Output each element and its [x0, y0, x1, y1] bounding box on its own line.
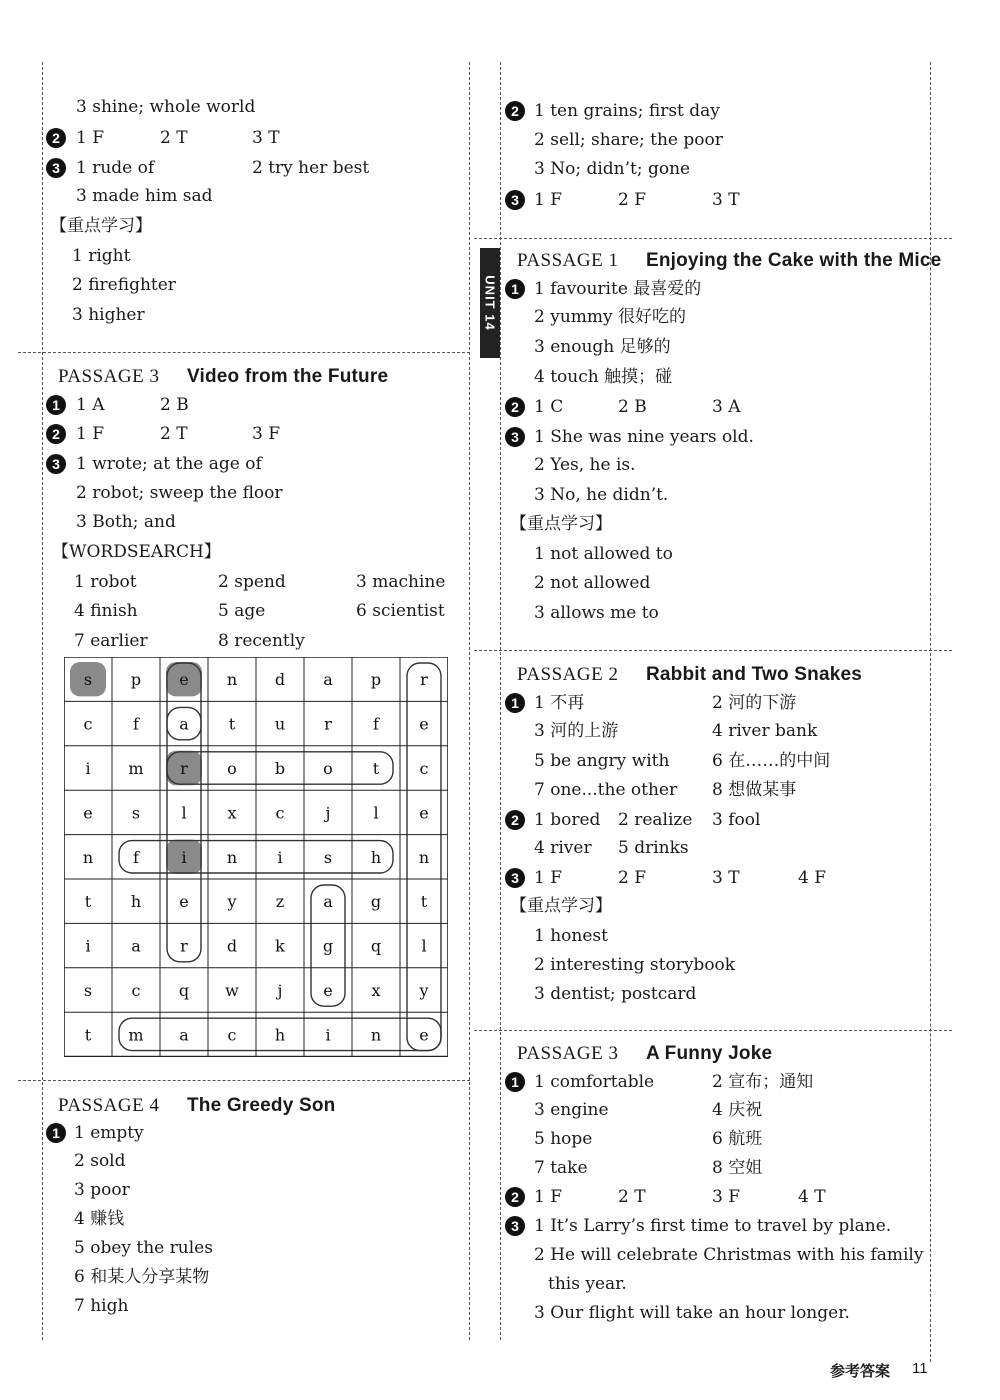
grid-letter: h — [370, 847, 382, 867]
answer-item: 1 favourite 最喜爱的 — [534, 279, 702, 299]
answer-item: 2 robot; sweep the floor — [76, 483, 283, 503]
grid-letter: r — [180, 759, 188, 778]
passage-name: The Greedy Son — [186, 1095, 336, 1116]
grid-letter: r — [420, 670, 428, 690]
answer-item: 8 想做某事 — [712, 780, 797, 800]
grid-letter: n — [82, 847, 94, 867]
answer-item: 2 sold — [74, 1151, 126, 1171]
answer-item: 3 poor — [74, 1180, 130, 1200]
page-number: 11 — [912, 1360, 928, 1377]
answer-item: 3 T — [252, 128, 280, 148]
answer-item: 1 C — [534, 397, 564, 417]
number-1-marker: 1 — [46, 395, 66, 415]
passage-title — [58, 366, 388, 388]
grid-letter: f — [133, 847, 139, 867]
grid-letter: t — [84, 1025, 92, 1045]
grid-letter: n — [370, 1025, 382, 1045]
answer-item: 3 T — [712, 190, 740, 210]
answer-item: 1 bored — [534, 810, 601, 830]
answer-item: 4 river — [534, 838, 592, 858]
grid-letter: c — [227, 1025, 237, 1045]
answer-item: 1 ten grains; first day — [534, 101, 720, 121]
answer-item: 2 河的下游 — [712, 693, 797, 713]
focus-item: 2 not allowed — [534, 573, 651, 593]
answer-item: 1 It’s Larry’s first time to travel by plane. — [534, 1216, 892, 1236]
grid-letter: j — [325, 803, 331, 823]
answer-item: 5 hope — [534, 1129, 593, 1149]
number-2-marker: 2 — [505, 397, 525, 417]
answer-item: 1 F — [76, 424, 105, 444]
divider-right-1 — [474, 238, 952, 239]
grid-letter: a — [323, 892, 333, 912]
word-item: 6 scientist — [356, 601, 445, 621]
passage-title — [517, 250, 941, 272]
grid-letter: e — [419, 714, 429, 734]
grid-letter: x — [227, 803, 237, 823]
grid-letter: d — [274, 670, 286, 690]
answer-item: 7 one...the other — [534, 780, 678, 800]
grid-letter: c — [275, 803, 285, 823]
grid-letter: q — [370, 936, 382, 956]
grid-letter: i — [325, 1025, 331, 1045]
number-3-marker: 3 — [505, 427, 525, 447]
answer-item: 3 F — [712, 1187, 741, 1207]
grid-letter: c — [419, 759, 429, 778]
answer-line: 3 shine; whole world — [76, 97, 256, 117]
grid-letter: h — [274, 1025, 286, 1045]
focus-item: 2 firefighter — [72, 275, 176, 295]
answer-item: 2 try her best — [252, 158, 370, 178]
grid-letter: a — [179, 1025, 189, 1045]
grid-letter: e — [419, 803, 429, 823]
answer-item: 7 take — [534, 1158, 588, 1178]
word-item: 7 earlier — [74, 631, 148, 651]
grid-letter: c — [131, 981, 141, 1000]
focus-item: 3 dentist; postcard — [534, 984, 697, 1004]
answer-item: 2 T — [160, 424, 188, 444]
focus-item: 1 not allowed to — [534, 544, 673, 564]
word-item: 8 recently — [218, 631, 305, 651]
answer-item: 8 空姐 — [712, 1158, 763, 1178]
divider-right-3 — [474, 1030, 952, 1031]
focus-item: 3 higher — [72, 305, 145, 325]
answer-item: 3 fool — [712, 810, 761, 830]
number-1-marker: 1 — [505, 1072, 525, 1092]
grid-letter: c — [83, 714, 93, 734]
answer-item: 3 河的上游 — [534, 721, 619, 741]
answer-item: 2 F — [618, 868, 647, 888]
grid-letter: l — [373, 803, 379, 823]
answer-item: 1 She was nine years old. — [534, 427, 754, 447]
divider-left-2 — [18, 1080, 470, 1081]
footer-label: 参考答案 — [830, 1363, 891, 1380]
word-item: 5 age — [218, 601, 266, 621]
answer-item: 2 realize — [618, 810, 693, 830]
number-2-marker: 2 — [46, 424, 66, 444]
grid-letter: f — [373, 714, 379, 734]
grid-letter: m — [128, 759, 144, 778]
number-2-marker: 2 — [505, 101, 525, 121]
number-3-marker: 3 — [46, 158, 66, 178]
grid-letter: m — [128, 1025, 144, 1045]
grid-letter: u — [274, 714, 286, 734]
passage-label: PASSAGE 4 — [58, 1095, 160, 1116]
answer-item: 5 be angry with — [534, 751, 670, 771]
answer-item: 3 No; didn’t; gone — [534, 159, 691, 179]
focus-item: 1 honest — [534, 926, 608, 946]
answer-item: 1 wrote; at the age of — [76, 454, 262, 474]
word-item: 2 spend — [218, 572, 286, 592]
answer-item: 1 comfortable — [534, 1072, 655, 1092]
grid-letter: s — [83, 670, 93, 690]
answer-item: 7 high — [74, 1296, 129, 1316]
grid-letter: a — [179, 714, 189, 734]
answer-item: 1 不再 — [534, 693, 585, 713]
focus-item: 2 interesting storybook — [534, 955, 736, 975]
passage-name: Rabbit and Two Snakes — [645, 664, 863, 685]
answer-item: 3 made him sad — [76, 186, 213, 206]
answer-item: 3 enough 足够的 — [534, 337, 671, 357]
answer-item: 4 赚钱 — [74, 1209, 125, 1229]
grid-letter: r — [324, 714, 332, 734]
divider-left-1 — [18, 352, 470, 353]
answer-item: 2 F — [618, 190, 647, 210]
col2-left-border — [500, 62, 501, 1340]
answer-item: 3 A — [712, 397, 741, 417]
number-1-marker: 1 — [46, 1123, 66, 1143]
passage-label: PASSAGE 3 — [58, 366, 160, 387]
focus-heading: 【重点学习】 — [510, 896, 612, 916]
number-1-marker: 1 — [505, 279, 525, 299]
answer-item: 2 B — [160, 395, 189, 415]
answer-item: 3 engine — [534, 1100, 609, 1120]
word-item: 3 machine — [356, 572, 446, 592]
passage-title — [58, 1095, 335, 1117]
answer-item: 2 B — [618, 397, 647, 417]
answer-item: 3 Our flight will take an hour longer. — [534, 1303, 850, 1323]
answer-item: 2 T — [160, 128, 188, 148]
number-2-marker: 2 — [46, 128, 66, 148]
grid-letter: x — [371, 981, 381, 1000]
answer-item: 2 He will celebrate Christmas with his family — [534, 1245, 924, 1265]
answer-item: 2 sell; share; the poor — [534, 130, 723, 150]
grid-letter: g — [322, 936, 334, 956]
focus-heading: 【重点学习】 — [50, 216, 152, 236]
grid-letter: e — [179, 892, 189, 912]
passage-name: A Funny Joke — [645, 1043, 773, 1064]
passage-label: PASSAGE 2 — [517, 664, 619, 685]
number-2-marker: 2 — [505, 1187, 525, 1207]
number-2-marker: 2 — [505, 810, 525, 830]
word-item: 4 finish — [74, 601, 138, 621]
answer-item: 4 庆祝 — [712, 1100, 763, 1120]
focus-item: 1 right — [72, 246, 131, 266]
grid-letter: q — [178, 981, 190, 1000]
grid-letter: a — [131, 936, 141, 956]
grid-letter: r — [180, 936, 188, 956]
grid-letter: w — [225, 981, 239, 1000]
grid-letter: n — [226, 670, 238, 690]
unit-tab: UNIT 14 — [480, 248, 500, 358]
answer-item: 4 touch 触摸；碰 — [534, 367, 673, 387]
grid-letter: n — [226, 847, 238, 867]
answer-item: 1 F — [76, 128, 105, 148]
grid-letter: i — [181, 847, 187, 867]
answer-item: 4 river bank — [712, 721, 818, 741]
divider-right-2 — [474, 650, 952, 651]
grid-letter: e — [323, 981, 333, 1000]
grid-letter: l — [421, 936, 427, 956]
answer-item: 6 航班 — [712, 1129, 763, 1149]
answer-item: 2 yummy 很好吃的 — [534, 307, 687, 327]
number-3-marker: 3 — [505, 1216, 525, 1236]
answer-item: this year. — [548, 1274, 627, 1294]
grid-letter: l — [181, 803, 187, 823]
grid-letter: t — [420, 892, 428, 912]
grid-letter: p — [370, 670, 382, 690]
grid-letter: j — [277, 981, 283, 1000]
grid-letter: d — [226, 936, 238, 956]
answer-item: 2 Yes, he is. — [534, 455, 636, 475]
grid-letter: a — [323, 670, 333, 690]
col1-left-border — [42, 62, 43, 1340]
grid-letter: h — [130, 892, 142, 912]
answer-item: 2 宣布；通知 — [712, 1072, 814, 1092]
answer-item: 5 obey the rules — [74, 1238, 213, 1258]
grid-letter: y — [419, 981, 429, 1000]
grid-letter: b — [274, 759, 286, 778]
wordsearch-heading: 【WORDSEARCH】 — [52, 542, 221, 562]
grid-letter: o — [227, 759, 237, 778]
grid-letter: y — [227, 892, 237, 912]
grid-letter: n — [418, 847, 430, 867]
answer-item: 1 empty — [74, 1123, 144, 1143]
grid-letter: t — [228, 714, 236, 734]
grid-letter: p — [130, 670, 142, 690]
answer-item: 4 F — [798, 868, 827, 888]
answer-item: 3 Both; and — [76, 512, 176, 532]
col1-right-border — [469, 62, 470, 1340]
focus-item: 3 allows me to — [534, 603, 659, 623]
number-1-marker: 1 — [505, 693, 525, 713]
passage-label: PASSAGE 3 — [517, 1043, 619, 1064]
answer-item: 6 和某人分享某物 — [74, 1267, 210, 1287]
answer-item: 3 F — [252, 424, 281, 444]
answer-item: 6 在……的中间 — [712, 751, 831, 771]
answer-item: 4 T — [798, 1187, 826, 1207]
answer-item: 1 A — [76, 395, 105, 415]
answer-item: 1 rude of — [76, 158, 155, 178]
passage-label: PASSAGE 1 — [517, 250, 619, 271]
grid-letter: k — [275, 936, 285, 956]
grid-letter: f — [133, 714, 139, 734]
grid-letter: e — [419, 1025, 429, 1045]
focus-heading: 【重点学习】 — [510, 514, 612, 534]
grid-letter: i — [277, 847, 283, 867]
grid-letter: s — [131, 803, 141, 823]
number-3-marker: 3 — [505, 190, 525, 210]
grid-letter: t — [372, 759, 380, 778]
grid-letter: z — [275, 892, 285, 912]
word-item: 1 robot — [74, 572, 137, 592]
answer-item: 3 T — [712, 868, 740, 888]
answer-item: 1 F — [534, 1187, 563, 1207]
grid-letter: s — [323, 847, 333, 867]
answer-item: 3 No, he didn’t. — [534, 485, 669, 505]
grid-letter: i — [85, 759, 91, 778]
grid-letter: g — [370, 892, 382, 912]
passage-title — [517, 1043, 772, 1065]
grid-letter: e — [83, 803, 93, 823]
grid-letter: o — [323, 759, 333, 778]
number-3-marker: 3 — [46, 454, 66, 474]
passage-name: Enjoying the Cake with the Mice — [645, 250, 942, 271]
wordsearch-grid — [64, 657, 448, 1057]
answer-item: 5 drinks — [618, 838, 689, 858]
passage-name: Video from the Future — [186, 366, 389, 387]
passage-title — [517, 664, 862, 686]
grid-letter: t — [84, 892, 92, 912]
answer-item: 2 T — [618, 1187, 646, 1207]
grid-letter: e — [179, 670, 189, 690]
answer-item: 1 F — [534, 190, 563, 210]
number-3-marker: 3 — [505, 868, 525, 888]
grid-letter: i — [85, 936, 91, 956]
answer-item: 1 F — [534, 868, 563, 888]
grid-letter: s — [83, 981, 93, 1000]
